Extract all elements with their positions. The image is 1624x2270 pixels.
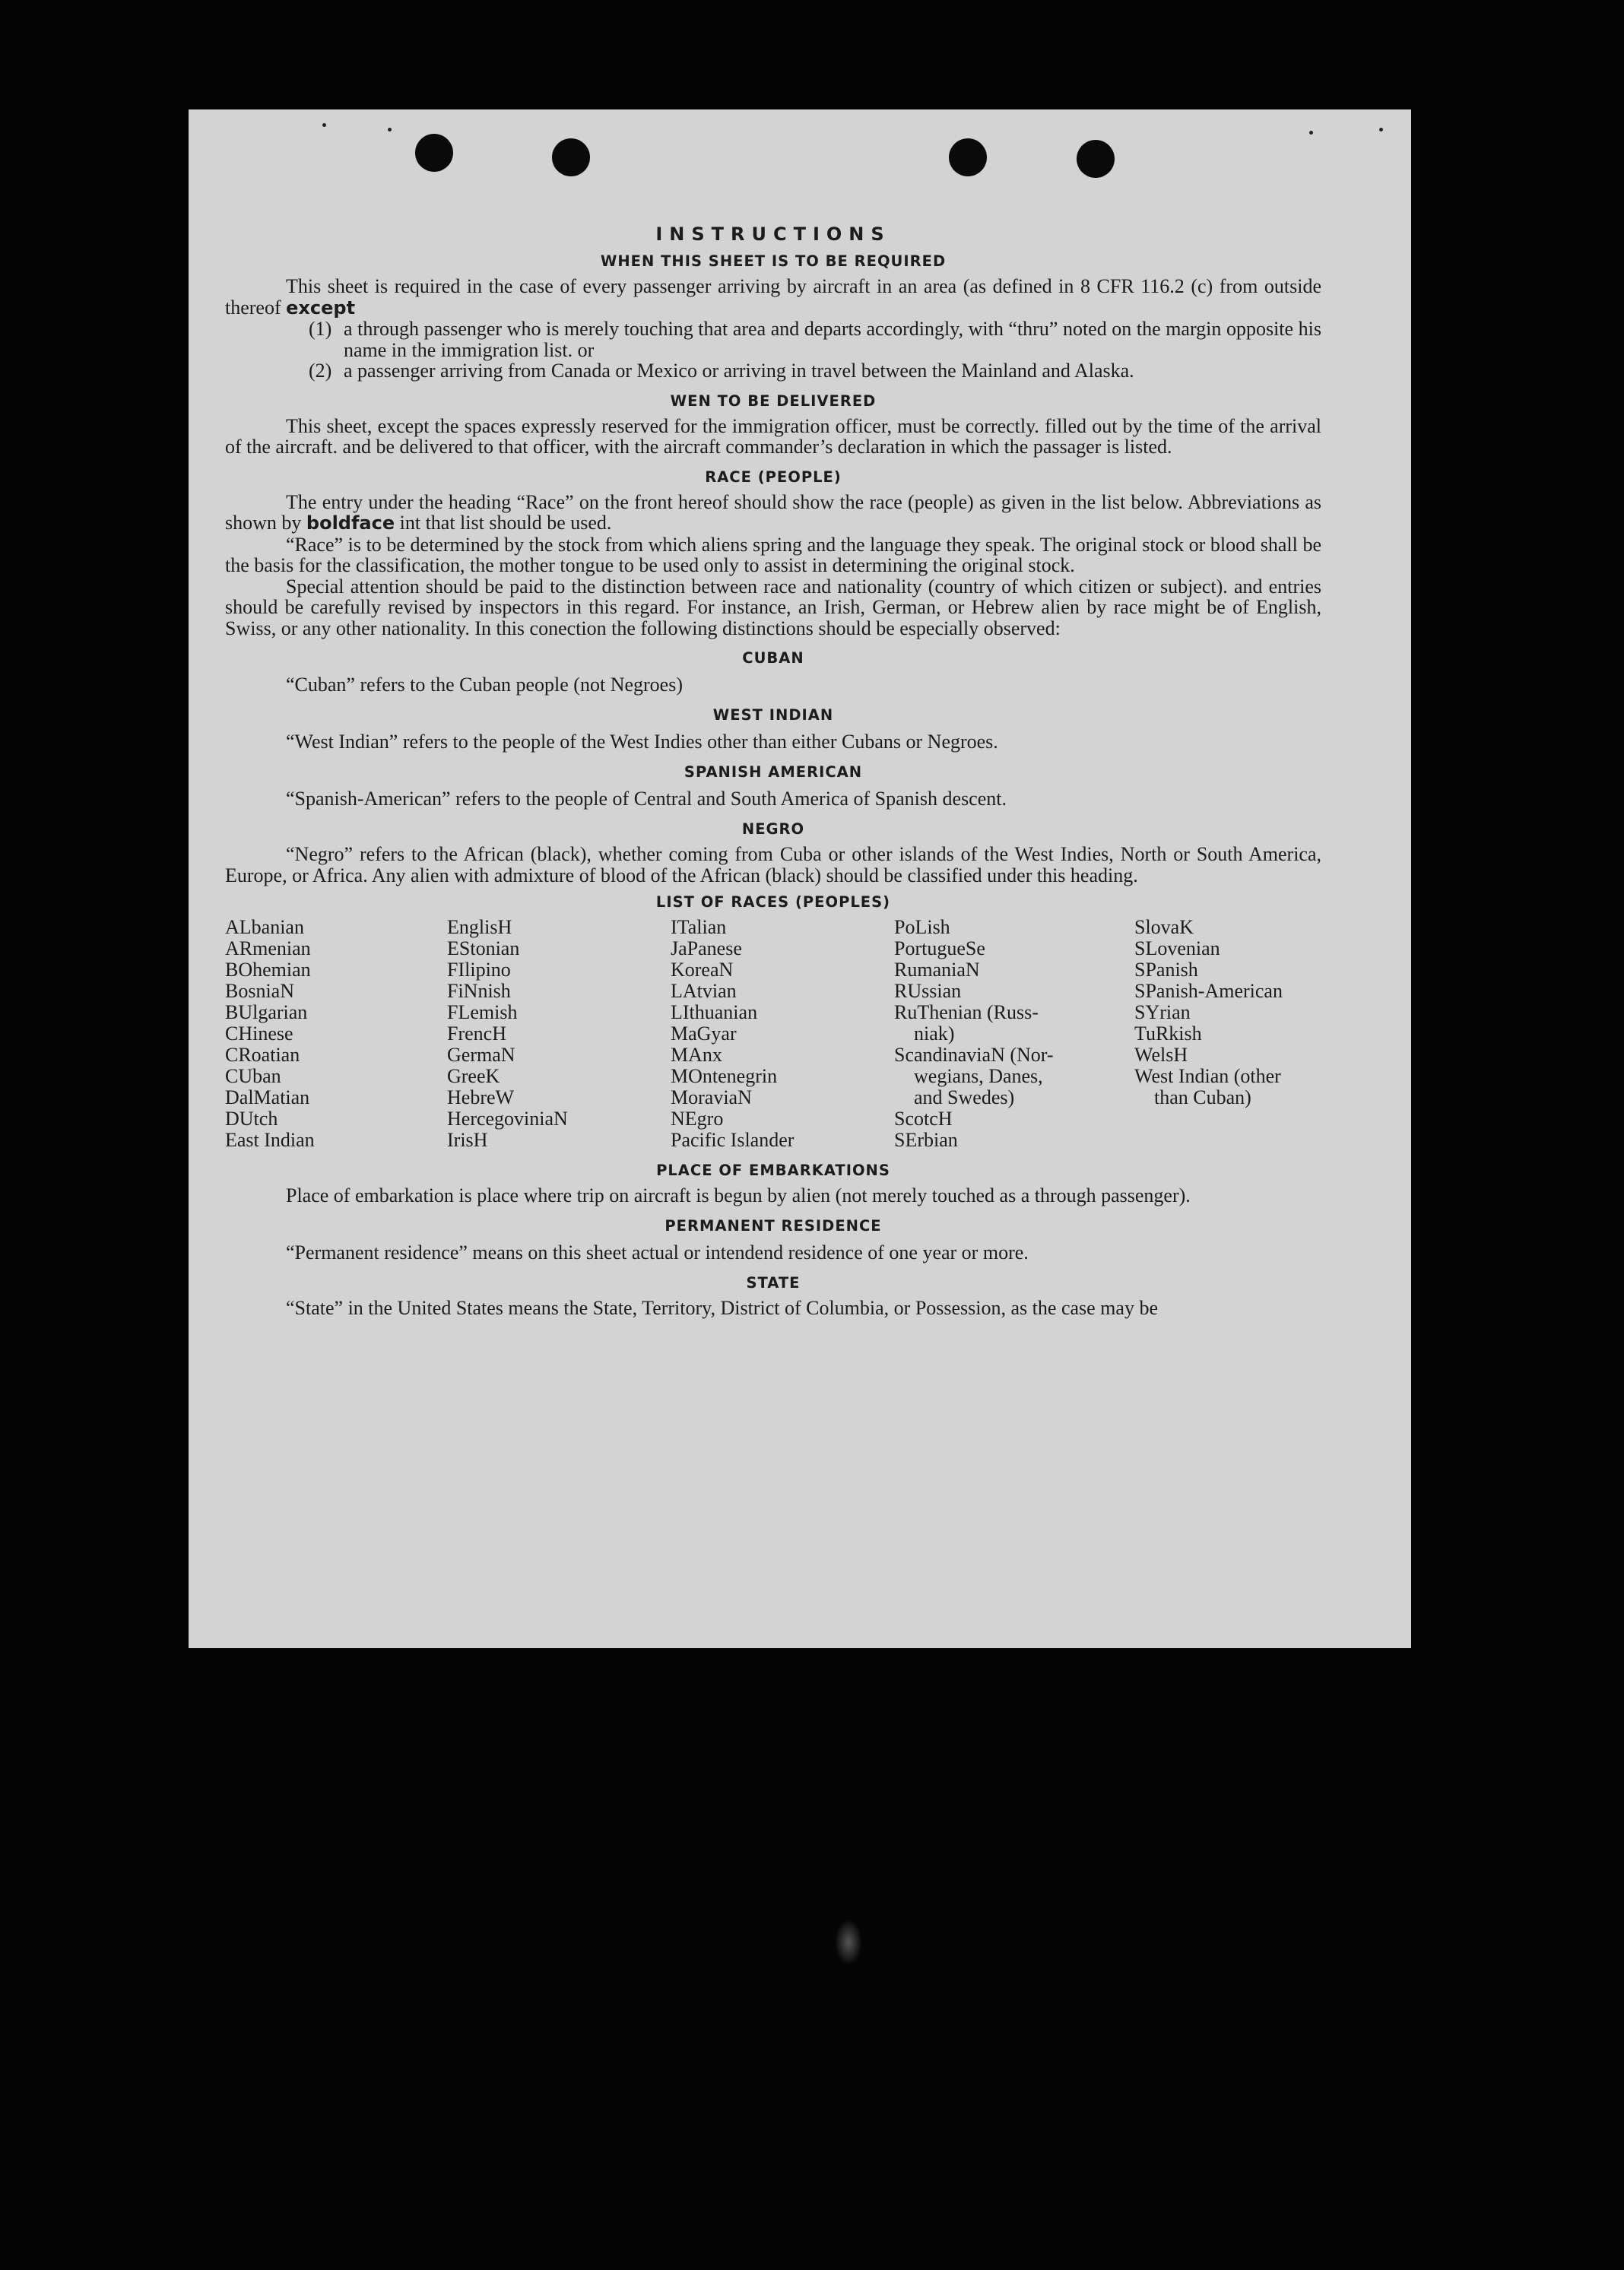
race-entry: IrisH [447,1129,488,1151]
race-p1-keyword: boldface [306,512,395,534]
section-heading-race: RACE (PEOPLE) [705,468,842,486]
race-entry: SPanish [1134,959,1198,981]
race-entry: HercegoviniaN [447,1108,568,1130]
race-entry: ITalian [671,916,727,938]
race-entry: MoraviaN [671,1086,752,1108]
section-heading-list-of-races: LIST OF RACES (PEOPLES) [655,893,891,911]
race-entry: West Indian (other [1134,1065,1281,1087]
state-definition: “State” in the United States means the State, Territory, District of Columbia, or Possession, as the case may be [286,1296,1158,1319]
race-entry: EStonian [447,937,520,959]
race-entry: RuThenian (Russ- [894,1001,1039,1023]
negro-definition: “Negro” refers to the African (black), whether coming from Cuba or other islands of the West Indies, North or South America, Europe, or Africa. Any alien with admixture of blood of the African (black) should be classified under this heading. [225,843,1321,886]
intro-keyword: except [286,296,356,319]
when-delivered-text: This sheet, except the spaces expressly reserved for the immigration officer, must be correctly. filled out by the time of the arrival of the aircraft. and be delivered to that officer, with the aircraft commander’s declaration in which the passager is listed. [225,414,1321,458]
race-entry: ScandinaviaN (Nor- [894,1044,1054,1066]
item-text: a through passenger who is merely touching that area and departs accordingly, with “thru” noted on the margin opposite his name in the immigration list. or [344,318,1321,361]
race-entry: FLemish [447,1001,518,1023]
section-heading-west-indian: WEST INDIAN [712,706,834,724]
race-entry: ARmenian [225,937,311,959]
race-entry: PoLish [894,916,950,938]
spanish-american-definition: “Spanish-American” refers to the people of Central and South America of Spanish descent. [286,788,1007,810]
exception-item [225,360,1321,382]
punch-hole [1077,140,1115,178]
race-entry: PortugueSe [894,937,985,959]
race-entry: ScotcH [894,1108,953,1130]
punch-hole [949,138,987,176]
document-sheet [189,109,1411,1648]
race-entry: RumaniaN [894,959,980,981]
residence-definition: “Permanent residence” means on this sheet actual or intendend residence of one year or more. [286,1241,1029,1263]
race-entry: MaGyar [671,1022,737,1045]
race-entry: FrencH [447,1022,506,1045]
race-entry: JaPanese [671,937,742,959]
race-entry: FIlipino [447,959,511,981]
embarkation-definition: Place of embarkation is place where trip on aircraft is begun by alien (not merely touched as a through passenger). [286,1184,1191,1206]
race-entry: TuRkish [1134,1022,1202,1045]
race-entry: SLovenian [1134,937,1220,959]
race-entry: SErbian [894,1129,958,1151]
west-indian-definition: “West Indian” refers to the people of the West Indies other than either Cubans or Negroes. [286,731,998,753]
race-paragraph-3: Special attention should be paid to the distinction between race and nationality (country of which citizen or subject). and entries should be carefully revised by inspectors in this regard. For instance, an Irish, German, or Hebrew alien by race might be of English, Swiss, or any other nationality. In this conection the following distinctions should be especially observed: [225,575,1321,639]
race-entry: LAtvian [671,980,737,1002]
section-heading-residence: PERMANENT RESIDENCE [665,1216,882,1235]
race-entry: CUban [225,1065,281,1087]
section-heading-negro: NEGRO [741,820,805,838]
race-p1-text: The entry under the heading “Race” on the front hereof should show the race (people) as given in the list below. Abbreviations as shown by [225,490,1321,534]
item-number: (1) [309,318,332,340]
race-entry: NEgro [671,1108,724,1130]
race-entry: CRoatian [225,1044,300,1066]
race-entry: Pacific Islander [671,1129,795,1151]
paper-speck [1379,128,1383,132]
race-entry: ALbanian [225,916,304,938]
race-entry: and Swedes) [914,1086,1015,1108]
races-column [1134,917,1321,1151]
race-entry: GermaN [447,1044,515,1066]
film-smudge [835,1920,862,1965]
races-column [671,917,894,1151]
instructions-content [225,224,1321,1318]
section-heading-spanish-american: SPANISH AMERICAN [684,763,863,781]
race-entry: MOntenegrin [671,1065,778,1087]
race-entry: GreeK [447,1065,500,1087]
page-title: INSTRUCTIONS [655,224,891,245]
race-entry: WelsH [1134,1044,1188,1066]
race-entry: wegians, Danes, [914,1065,1043,1087]
punch-hole [552,138,590,176]
race-paragraph-1 [225,492,1321,534]
race-entry: SPanish-American [1134,980,1283,1002]
races-column [225,917,447,1151]
exception-item [225,319,1321,360]
race-entry: MAnx [671,1044,722,1066]
section-heading-embarkation: PLACE OF EMBARKATIONS [656,1162,890,1179]
section-heading-when-delivered: WEN TO BE DELIVERED [670,392,877,410]
race-entry: BUlgarian [225,1001,308,1023]
race-entry: DUtch [225,1108,278,1130]
races-column [447,917,671,1151]
race-entry: DalMatian [225,1086,310,1108]
race-entry: East Indian [225,1129,315,1151]
race-entry: EnglisH [447,916,512,938]
race-entry: niak) [914,1022,955,1045]
when-required-intro [225,276,1321,319]
section-heading-cuban: CUBAN [742,649,804,667]
punch-hole [415,134,453,172]
paper-speck [388,128,392,132]
section-heading-when-required: WHEN THIS SHEET IS TO BE REQUIRED [600,252,947,270]
races-column [894,917,1134,1151]
paper-speck [322,123,326,127]
race-entry: SYrian [1134,1001,1191,1023]
item-text: a passenger arriving from Canada or Mexico or arriving in travel between the Mainland and Alaska. [344,360,1134,382]
race-entry: LIthuanian [671,1001,758,1023]
race-entry: SlovaK [1134,916,1194,938]
race-entry: FiNnish [447,980,511,1002]
race-entry: KoreaN [671,959,734,981]
race-entry: CHinese [225,1022,293,1045]
cuban-definition: “Cuban” refers to the Cuban people (not Negroes) [286,674,683,696]
race-p1-text-end: int that list should be used. [399,512,612,534]
races-list [225,917,1321,1151]
paper-speck [1309,131,1313,135]
race-entry: HebreW [447,1086,515,1108]
section-heading-state: STATE [746,1273,801,1292]
race-entry: BOhemian [225,959,311,981]
item-number: (2) [309,360,332,382]
intro-text: This sheet is required in the case of every passenger arriving by aircraft in an area (as defined in 8 CFR 116.2 (c) from outside thereof [225,275,1321,319]
race-entry: BosniaN [225,980,294,1002]
race-entry: RUssian [894,980,962,1002]
race-paragraph-2: “Race” is to be determined by the stock from which aliens spring and the language they speak. The original stock or blood shall be the basis for the classification, the mother tongue to be used only to assist in determining the original stock. [225,533,1321,576]
race-entry: than Cuban) [1154,1086,1251,1108]
